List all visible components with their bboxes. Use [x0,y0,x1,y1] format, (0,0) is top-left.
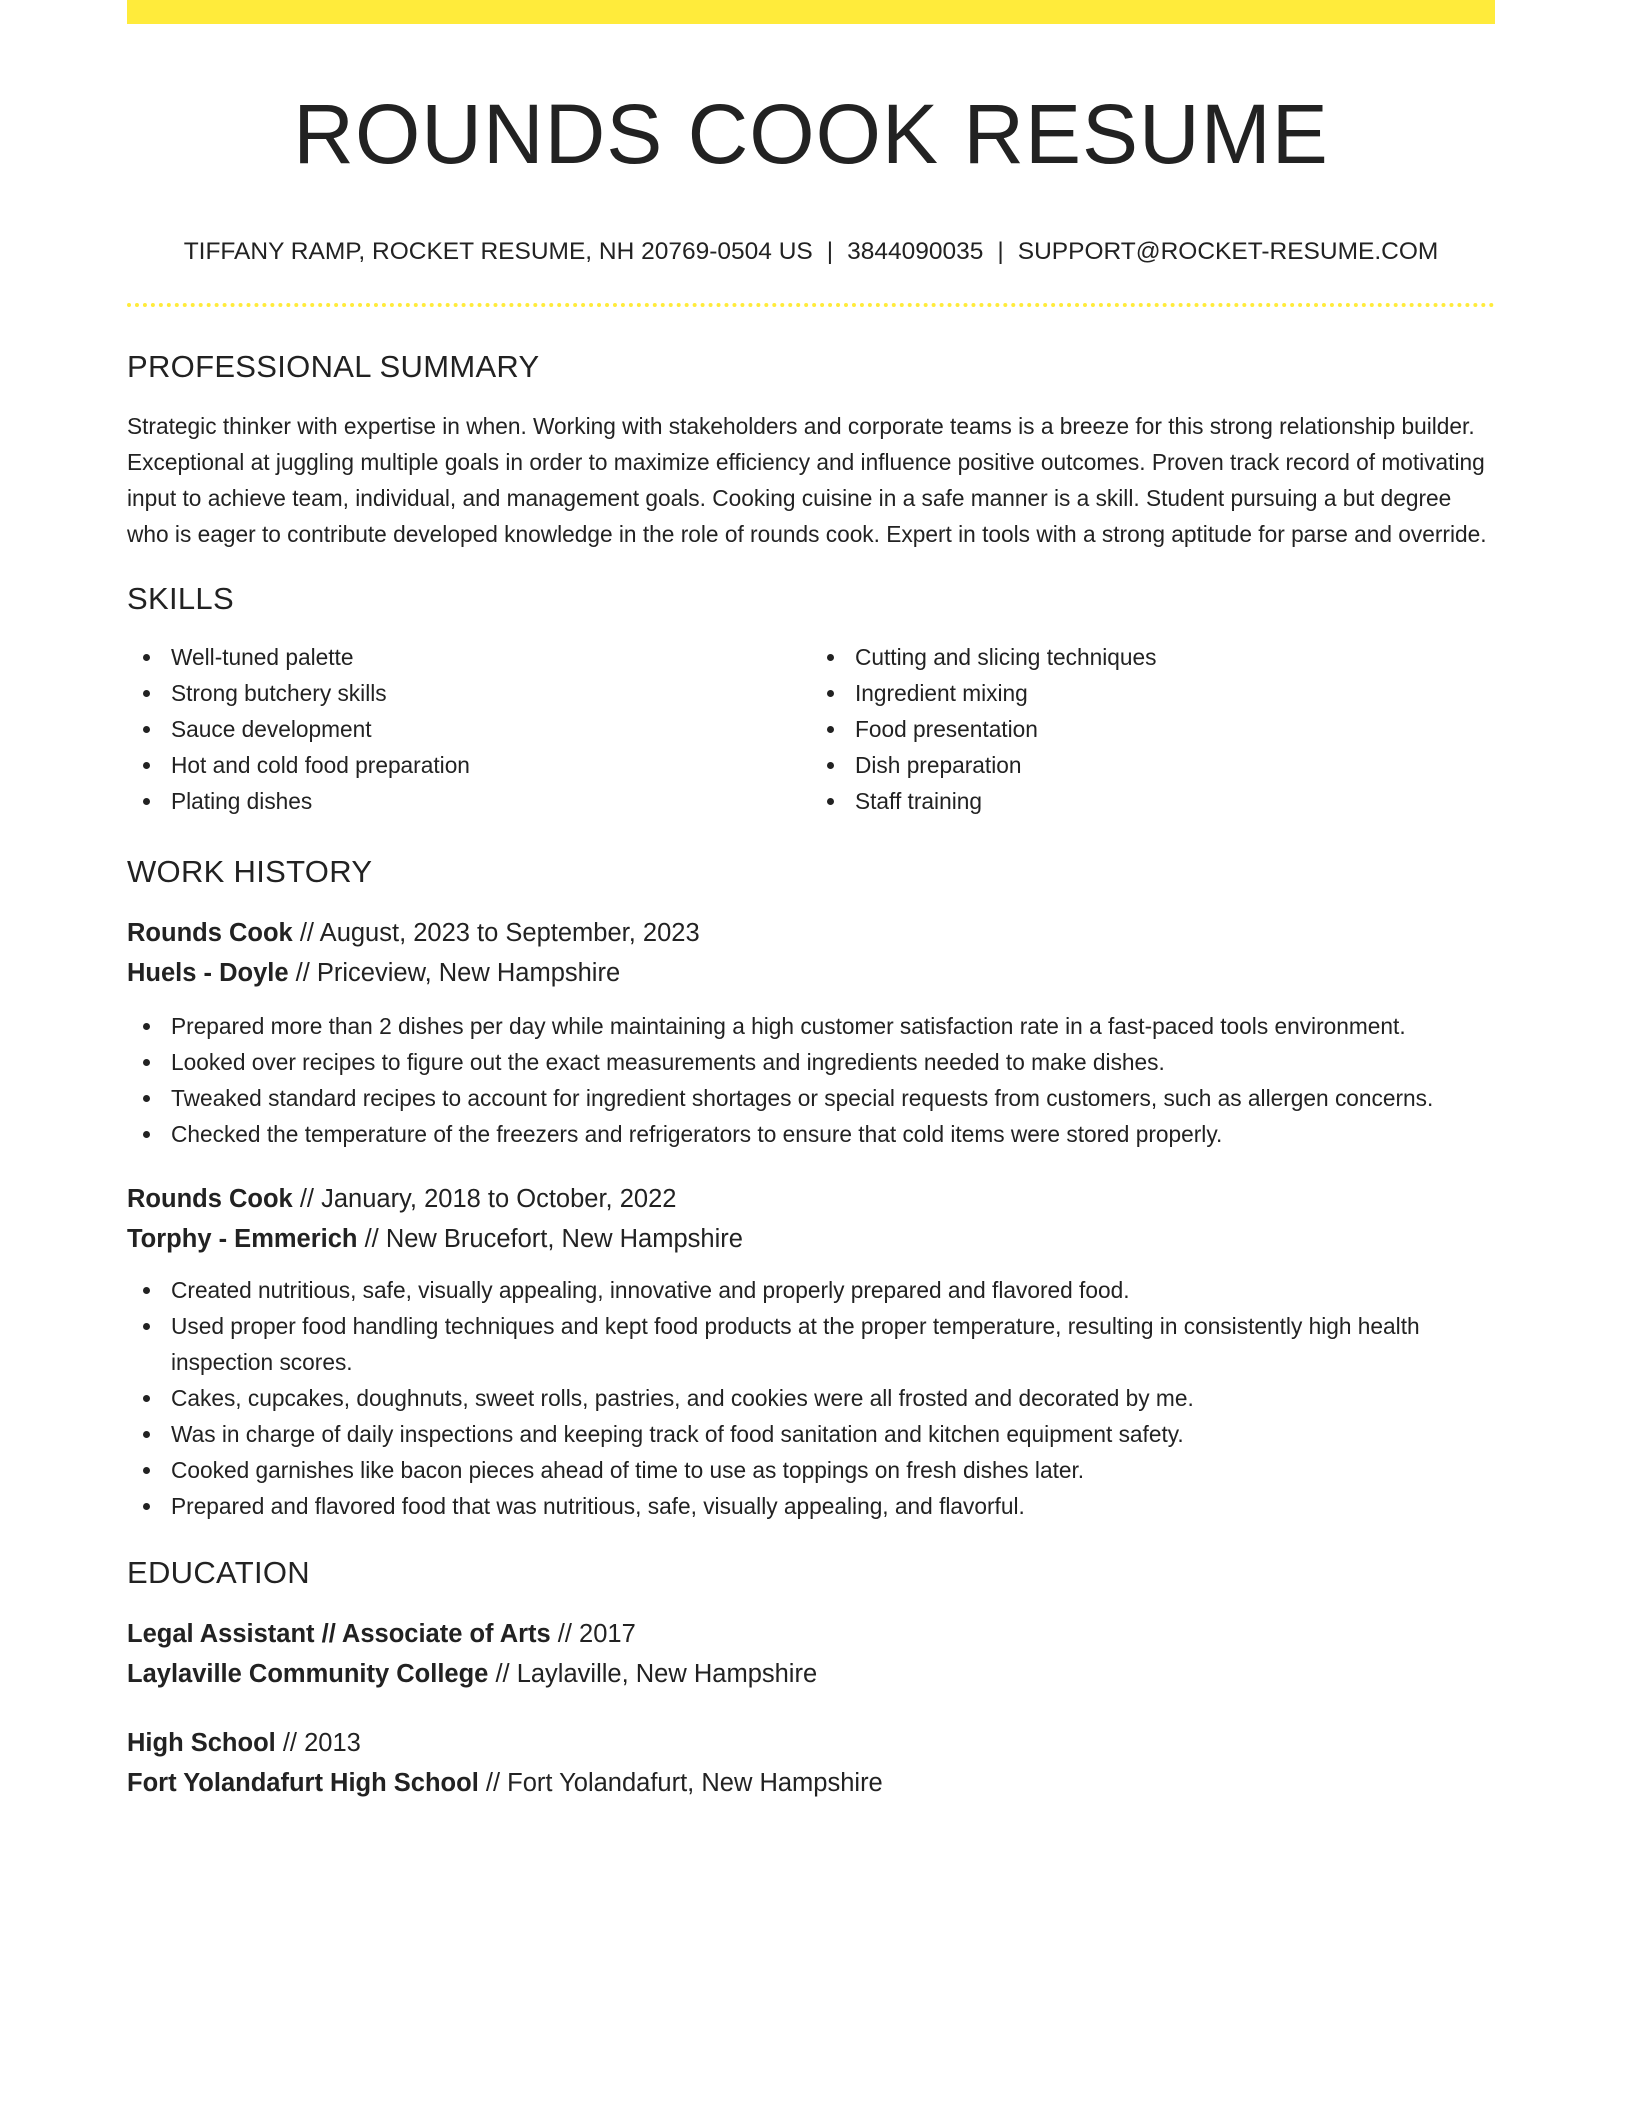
summary-heading: PROFESSIONAL SUMMARY [127,349,540,384]
job-bullets [127,1008,1495,1152]
job-bullet: Cakes, cupcakes, doughnuts, sweet rolls, pastries, and cookies were all frosted and decorated by me. [127,1380,1495,1416]
skills-list [127,639,1495,819]
contact-email: SUPPORT@ROCKET-RESUME.COM [1017,238,1439,265]
skills-heading: SKILLS [127,581,234,616]
education-school-line [127,1763,1495,1803]
skill-item: Well-tuned palette [127,639,811,675]
education-school: Fort Yolandafurt High School [127,1769,479,1797]
skill-item: Plating dishes [127,783,811,819]
education-heading: EDUCATION [127,1555,310,1590]
job-bullet: Prepared more than 2 dishes per day while maintaining a high customer satisfaction rate in a fast-paced tools environment. [127,1008,1495,1044]
job-location: // Priceview, New Hampshire [288,959,621,987]
job-title: Rounds Cook [127,919,293,947]
contact-address: TIFFANY RAMP, ROCKET RESUME, NH 20769-0504 US [183,238,813,265]
education-degree-line [127,1723,1495,1763]
contact-phone: 3844090035 [847,238,984,265]
job-title: Rounds Cook [127,1185,293,1213]
education-location: // Laylaville, New Hampshire [488,1660,818,1688]
job-title-line [127,1179,1495,1219]
job-bullet: Created nutritious, safe, visually appealing, innovative and properly prepared and flavored food. [127,1272,1495,1308]
work-history-heading: WORK HISTORY [127,854,373,889]
job-bullet: Tweaked standard recipes to account for ingredient shortages or special requests from customers, such as allergen concerns. [127,1080,1495,1116]
job-bullets [127,1272,1495,1524]
job-dates: // January, 2018 to October, 2022 [292,1185,677,1213]
education-year: // 2013 [275,1729,361,1757]
skills-left-column [127,639,811,819]
job-bullet: Checked the temperature of the freezers and refrigerators to ensure that cold items were stored properly. [127,1116,1495,1152]
job-company: Huels - Doyle [127,959,289,987]
education-degree: High School [127,1729,276,1757]
dotted-divider [127,303,1495,307]
job-bullet: Cooked garnishes like bacon pieces ahead of time to use as toppings on fresh dishes later. [127,1452,1495,1488]
job-location: // New Brucefort, New Hampshire [357,1225,743,1253]
contact-separator: | [997,238,1004,265]
job-company-line [127,1219,1495,1259]
skills-right-column [811,639,1495,819]
job-bullet: Was in charge of daily inspections and keeping track of food sanitation and kitchen equipment safety. [127,1416,1495,1452]
education-location: // Fort Yolandafurt, New Hampshire [478,1769,883,1797]
job-bullet: Used proper food handling techniques and kept food products at the proper temperature, resulting in consistently high health inspection scores. [127,1308,1495,1380]
education-degree: Legal Assistant // Associate of Arts [127,1620,551,1648]
contact-separator: | [826,238,834,265]
skill-item: Ingredient mixing [811,675,1495,711]
education-year: // 2017 [550,1620,636,1648]
job-bullet: Prepared and flavored food that was nutritious, safe, visually appealing, and flavorful. [127,1488,1495,1524]
job-dates: // August, 2023 to September, 2023 [292,919,700,947]
summary-text: Strategic thinker with expertise in when. Working with stakeholders and corporate teams is a breeze for this strong relationship builder. Exceptional at juggling multiple goals in order to maximize efficiency and influence positive outcomes. Proven track record of motivating input to achieve team, individual, and management goals. Cooking cuisine in a safe manner is a skill. Student pursuing a but degree who is eager to contribute developed knowledge in the role of rounds cook. Expert in tools with a strong aptitude for parse and override. [127,413,1487,547]
skill-item: Food presentation [811,711,1495,747]
job-company: Torphy - Emmerich [127,1225,358,1253]
skill-item: Dish preparation [811,747,1495,783]
skill-item: Sauce development [127,711,811,747]
job-title-line [127,913,1495,953]
skill-item: Cutting and slicing techniques [811,639,1495,675]
skill-item: Staff training [811,783,1495,819]
skill-item: Strong butchery skills [127,675,811,711]
contact-line [127,235,1495,269]
job-company-line [127,953,1495,993]
education-school-line [127,1654,1495,1694]
top-accent-bar [127,0,1495,24]
skill-item: Hot and cold food preparation [127,747,811,783]
education-degree-line [127,1614,1495,1654]
resume-title: ROUNDS COOK RESUME [293,87,1329,181]
job-bullet: Looked over recipes to figure out the exact measurements and ingredients needed to make dishes. [127,1044,1495,1080]
education-school: Laylaville Community College [127,1660,489,1688]
resume-page [127,0,1495,1803]
